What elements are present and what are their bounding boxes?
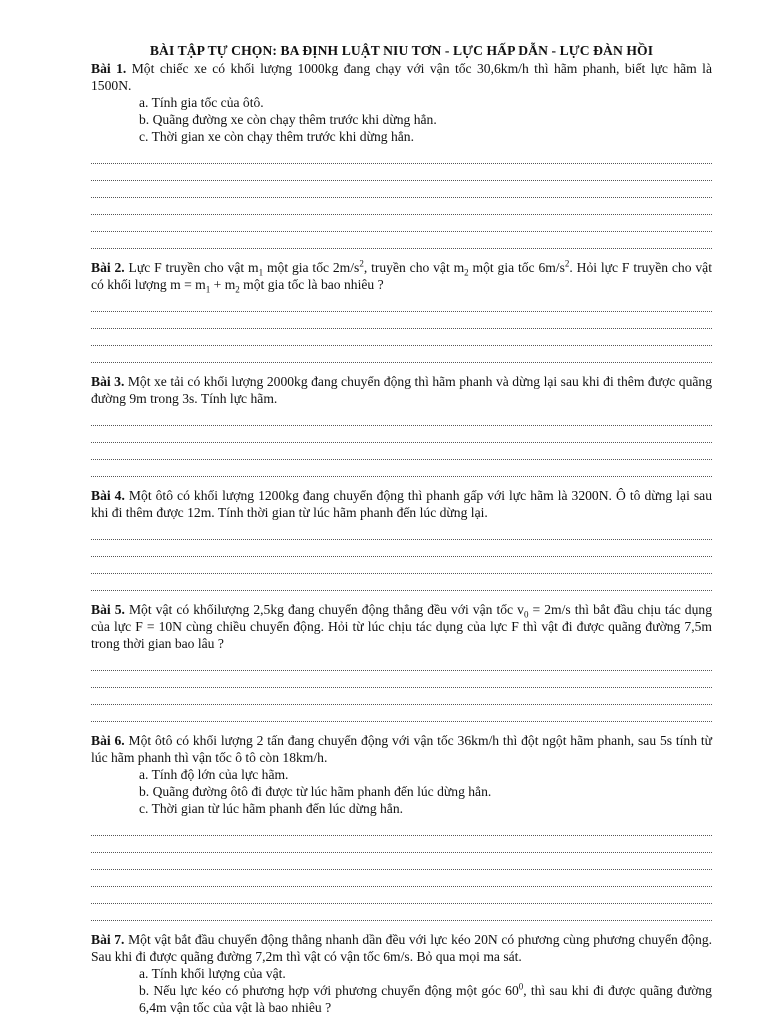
answer-line [91, 346, 712, 363]
subscript-2: 2 [235, 284, 240, 295]
problem-5-statement [91, 601, 712, 652]
problem-2-text-part: , truyền cho vật m [363, 260, 465, 275]
problem-6 [91, 732, 712, 921]
answer-line [91, 232, 712, 249]
answer-line [91, 312, 712, 329]
problem-2-text-part: Lực F truyền cho vật m [124, 260, 259, 275]
problem-4-statement [91, 487, 712, 521]
problem-1 [91, 60, 712, 249]
problem-1-text: Một chiếc xe có khối lượng 1000kg đang chạy với vận tốc 30,6km/h thì hãm phanh, biết lực hãm là 1500N. [91, 61, 712, 93]
problem-5-text-part: Một vật có khốilượng 2,5kg đang chuyển động thẳng đều với vận tốc v [124, 602, 524, 617]
problem-1-answer-lines [91, 147, 712, 249]
answer-line [91, 295, 712, 312]
answer-line [91, 870, 712, 887]
problem-6-item-c: c. Thời gian từ lúc hãm phanh đến lúc dừng hẳn. [139, 801, 404, 816]
subscript-2: 2 [464, 267, 469, 278]
problem-3-label: Bài 3. [91, 374, 125, 389]
problem-7-label: Bài 7. [91, 932, 125, 947]
answer-line [91, 409, 712, 426]
answer-line [91, 164, 712, 181]
problem-7-statement [91, 931, 712, 965]
answer-line [91, 654, 712, 671]
answer-line [91, 329, 712, 346]
problem-1-label: Bài 1. [91, 61, 127, 76]
problem-6-answer-lines [91, 819, 712, 921]
problem-7-text: Một vật bắt đầu chuyển động thẳng nhanh dần đều với lực kéo 20N có phương cùng phương chuyển động. Sau khi đi được quãng đường 7,2m thì vật có vận tốc 6m/s. Bỏ qua mọi ma sát. [91, 932, 713, 964]
answer-line [91, 671, 712, 688]
problem-4-answer-lines [91, 523, 712, 591]
problem-7-item-a: a. Tính khối lượng của vật. [139, 966, 286, 981]
problem-4 [91, 487, 712, 591]
problem-7 [91, 931, 712, 1016]
answer-line [91, 836, 712, 853]
problem-3-text: Một xe tải có khối lượng 2000kg đang chuyển động thì hãm phanh và dừng lại sau khi đi thêm được quãng đường 9m trong 3s. Tính lực hãm. [91, 374, 713, 406]
answer-line [91, 705, 712, 722]
problem-5-text-part: = 2m/s thì bắt đầu chịu tác dụng của lực F = 10N cùng chiều chuyển động. Hỏi từ lúc chịu tác dụng của lực F thì vật đi được quãng đường 7,5m trong thời gian bao lâu ? [91, 602, 712, 651]
answer-line [91, 574, 712, 591]
problem-6-item-a: a. Tính độ lớn của lực hãm. [139, 767, 289, 782]
answer-line [91, 443, 712, 460]
subscript-0: 0 [523, 609, 529, 620]
subscript-1: 1 [205, 284, 211, 295]
answer-line [91, 460, 712, 477]
answer-line [91, 198, 712, 215]
problem-2-text-part: + m [210, 277, 236, 292]
problem-7-item-b-text: , thì sau khi đi được quãng đường 6,4m vận tốc của vật là bao nhiêu ? [139, 983, 712, 1015]
degree-superscript: 0 [518, 981, 524, 992]
answer-line [91, 181, 712, 198]
problem-1-item-c: c. Thời gian xe còn chạy thêm trước khi dừng hẳn. [139, 129, 414, 144]
problem-6-item-b: b. Quãng đường ôtô đi được từ lúc hãm phanh đến lúc dừng hẳn. [139, 784, 492, 799]
answer-line [91, 426, 712, 443]
problem-5-label: Bài 5. [91, 602, 125, 617]
problem-5-answer-lines [91, 654, 712, 722]
problem-3 [91, 373, 712, 477]
problem-2 [91, 259, 712, 363]
problem-6-label: Bài 6. [91, 733, 125, 748]
problem-2-text-part: . Hỏi lực F truyền cho vật có khối lượng m = m [91, 260, 712, 292]
problem-2-label: Bài 2. [91, 260, 125, 275]
problem-1-item-b: b. Quãng đường xe còn chạy thêm trước khi dừng hẳn. [139, 112, 437, 127]
superscript-2: 2 [564, 258, 570, 269]
problem-3-answer-lines [91, 409, 712, 477]
problem-2-text-part: một gia tốc là bao nhiêu ? [239, 277, 384, 292]
answer-line [91, 540, 712, 557]
answer-line [91, 904, 712, 921]
subscript-1: 1 [258, 267, 264, 278]
answer-line [91, 688, 712, 705]
answer-line [91, 819, 712, 836]
problem-6-statement [91, 732, 712, 766]
problem-7-item-b-text: b. Nếu lực kéo có phương hợp với phương chuyển động một góc 60 [139, 983, 519, 998]
answer-line [91, 887, 712, 904]
answer-line [91, 215, 712, 232]
problem-2-text-part: một gia tốc 6m/s [468, 260, 565, 275]
answer-line [91, 147, 712, 164]
problem-2-answer-lines [91, 295, 712, 363]
answer-line [91, 523, 712, 540]
problem-3-statement [91, 373, 712, 407]
problem-1-item-a: a. Tính gia tốc của ôtô. [139, 95, 264, 110]
page-title: BÀI TẬP TỰ CHỌN: BA ĐỊNH LUẬT NIU TƠN - LỰC HẤP DẪN - LỰC ĐÀN HỒI [149, 43, 654, 58]
answer-line [91, 557, 712, 574]
problem-2-text-part: một gia tốc 2m/s [263, 260, 360, 275]
problem-1-statement [91, 60, 712, 94]
answer-line [91, 853, 712, 870]
problem-2-statement [91, 259, 712, 293]
problem-4-text: Một ôtô có khối lượng 1200kg đang chuyển động thì phanh gấp với lực hãm là 3200N. Ô tô dừng lại sau khi đi thêm được 12m. Tính thời gian từ lúc hãm phanh đến lúc dừng lại. [91, 488, 713, 520]
problem-7-item-b [139, 982, 712, 1016]
problem-6-text: Một ôtô có khối lượng 2 tấn đang chuyển động với vận tốc 36km/h thì đột ngột hãm phanh, sau 5s tính từ lúc hãm phanh thì vận tốc ô tô còn 18km/h. [91, 733, 712, 765]
problem-4-label: Bài 4. [91, 488, 125, 503]
problem-5 [91, 601, 712, 722]
superscript-2: 2 [359, 258, 364, 269]
